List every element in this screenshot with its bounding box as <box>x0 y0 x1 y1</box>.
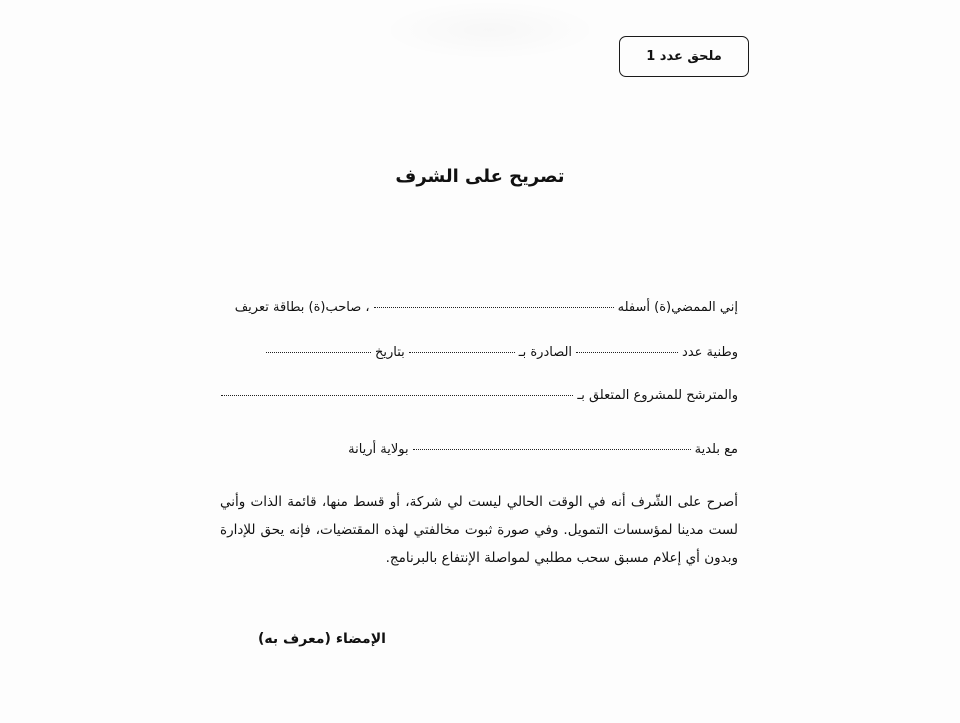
form-line-2-label-a: وطنية عدد <box>682 345 738 360</box>
form-line-4-label-a: مع بلدية <box>694 442 738 457</box>
form-line-3-label-a: والمترشح للمشروع المتعلق بـ <box>577 388 738 403</box>
fill-blank-issued-at[interactable] <box>409 352 515 353</box>
fill-blank-municipality[interactable] <box>413 449 691 450</box>
form-line-3 <box>217 388 738 403</box>
form-line-2 <box>262 345 738 360</box>
form-line-1-label-b: ، صاحب(ة) بطاقة تعريف <box>234 300 370 315</box>
annex-label: ملحق عدد 1 <box>646 49 722 64</box>
fill-blank-project[interactable] <box>221 395 573 396</box>
signature-label: الإمضاء (معرف به) <box>258 631 386 647</box>
fill-blank-id-number[interactable] <box>576 352 678 353</box>
form-line-2-label-b: الصادرة بـ <box>518 345 573 360</box>
declaration-paragraph: أصرح على الشّرف أنه في الوقت الحالي ليست لي شركة، أو قسط منها، قائمة الذات وأني لست مدينا لمؤسسات التمويل. وفي صورة ثبوت مخالفتي لهذه المقتضيات، فإنه يحق للإدارة وبدون أي إعلام مسبق سحب مطلبي لمواصلة الإنتفاع بالبرنامج. <box>220 494 738 566</box>
form-line-4 <box>348 442 738 457</box>
form-line-1-label-a: إني الممضي(ة) أسفله <box>617 300 738 315</box>
page-title: تصريح على الشرف <box>395 166 565 187</box>
fill-blank-date[interactable] <box>266 352 371 353</box>
form-line-4-label-b: بولاية أريانة <box>348 442 409 457</box>
annex-label-box <box>619 36 749 77</box>
scan-smudge <box>380 0 600 60</box>
form-line-2-label-c: بتاريخ <box>375 345 405 360</box>
fill-blank-name[interactable] <box>374 307 614 308</box>
form-line-1 <box>235 300 738 315</box>
